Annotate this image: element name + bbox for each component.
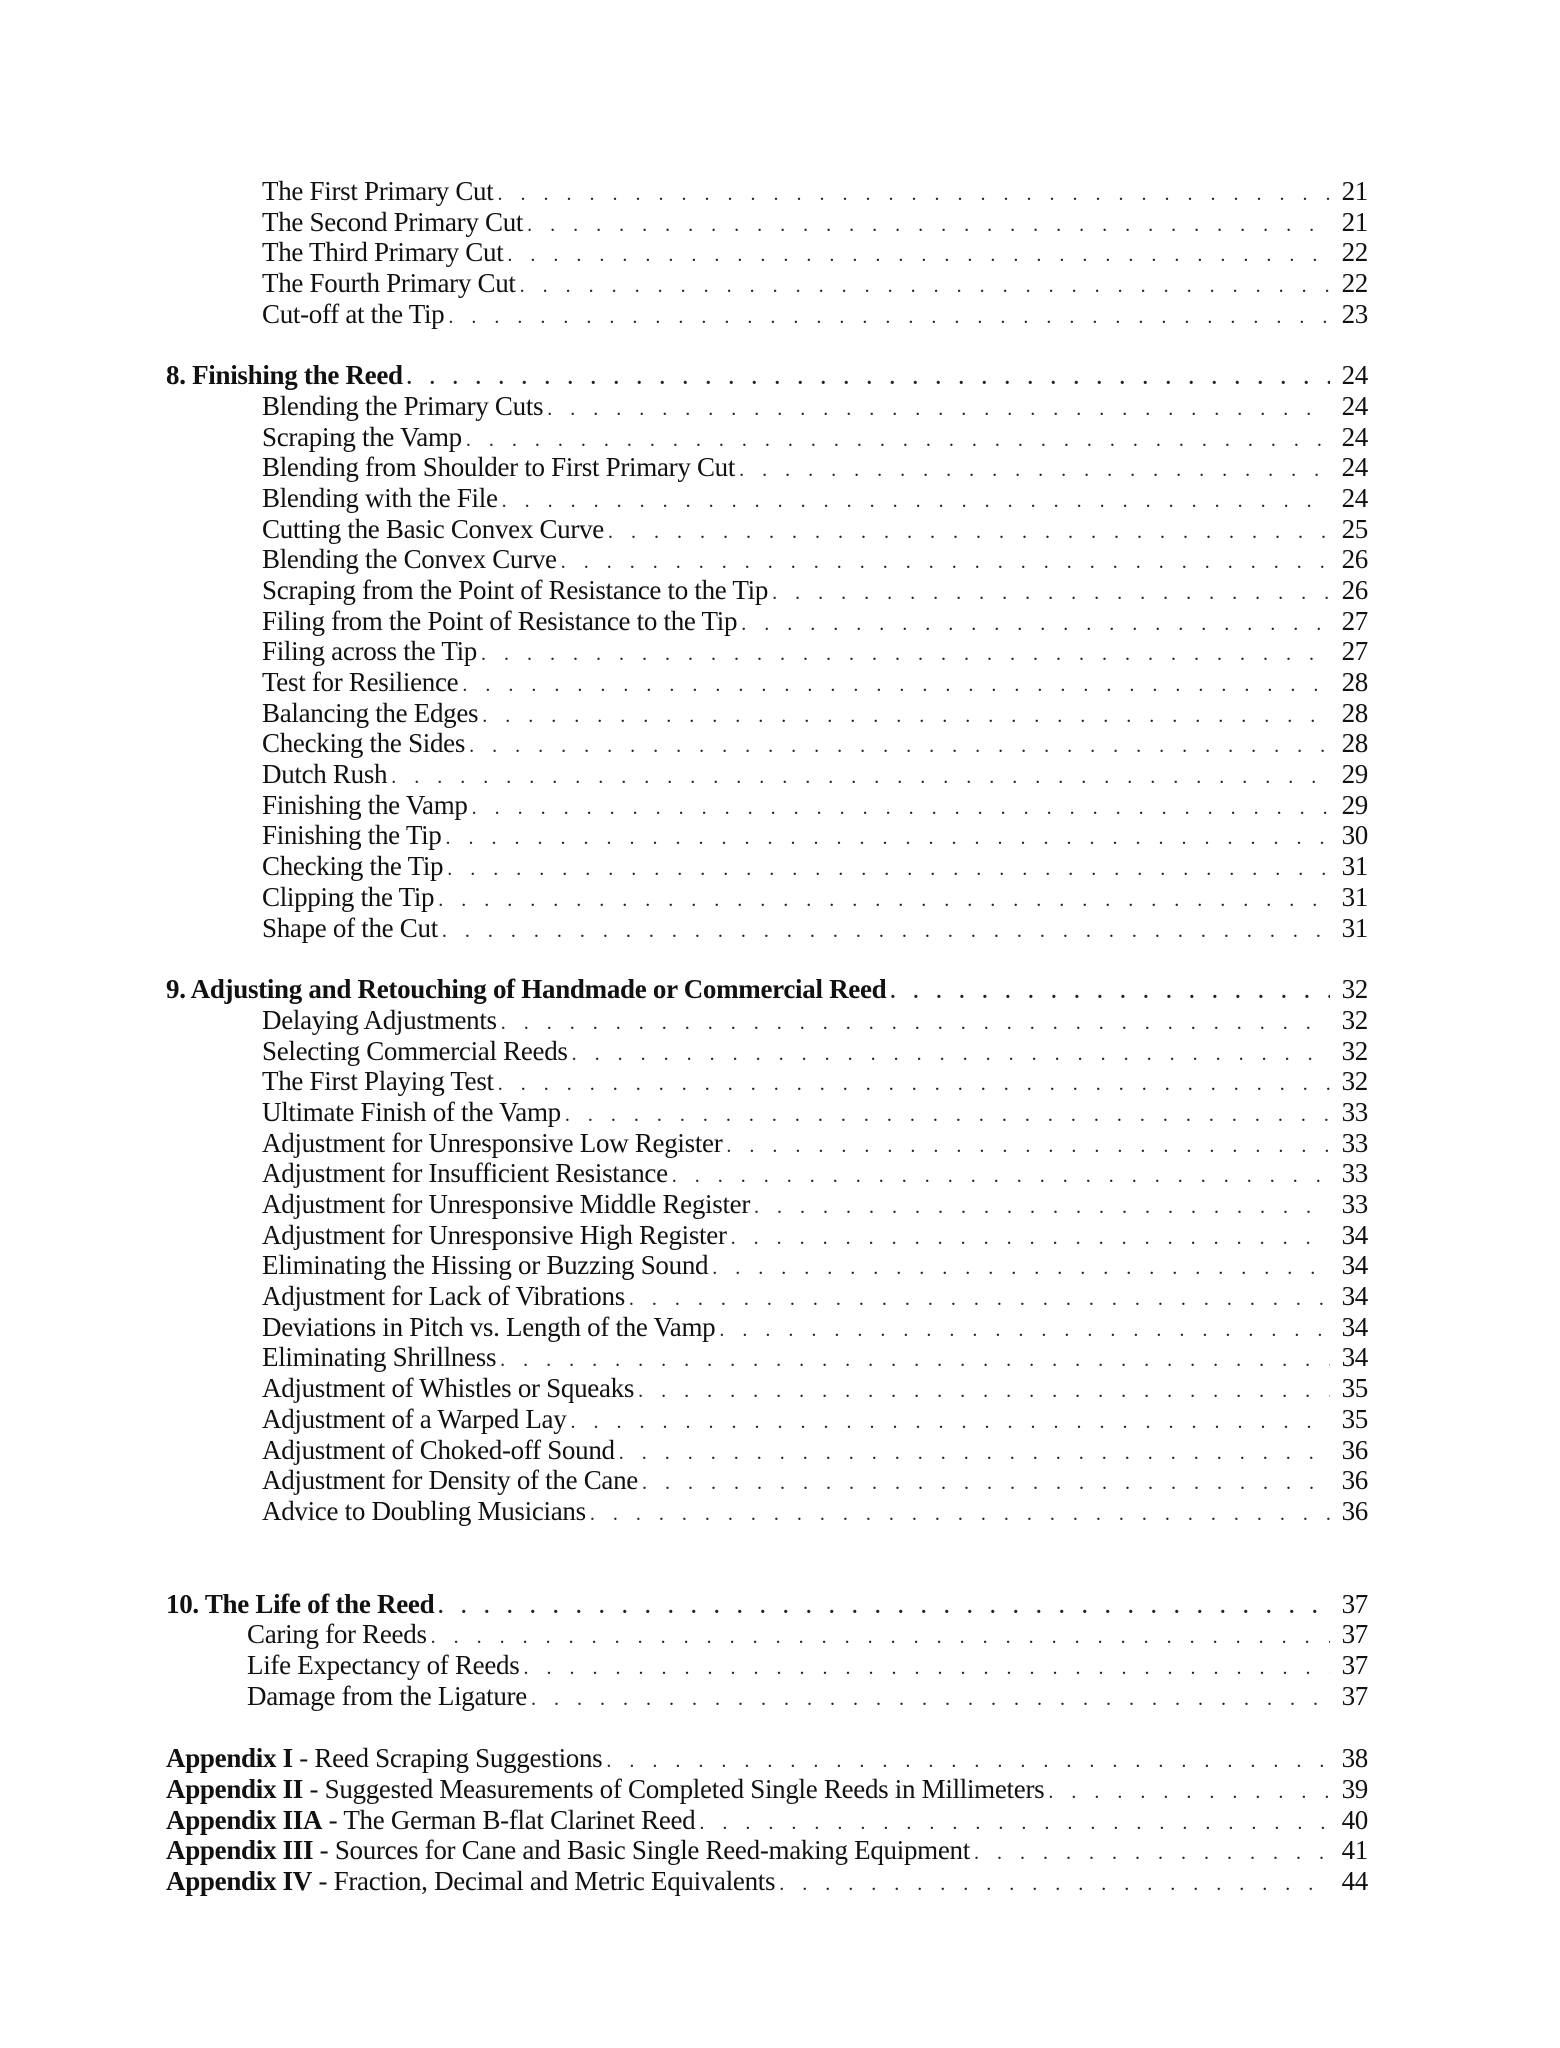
toc-entry-title: The First Primary Cut bbox=[262, 176, 494, 206]
toc-entry-title: Adjustment of Whistles or Squeaks bbox=[262, 1373, 635, 1404]
toc-entry[interactable] bbox=[166, 1158, 1368, 1189]
dot-leader bbox=[547, 394, 1330, 425]
toc-entry[interactable] bbox=[166, 759, 1368, 790]
toc-entry-title: Dutch Rush bbox=[262, 759, 388, 790]
toc-entry-title: Blending from Shoulder to First Primary Cut bbox=[262, 452, 736, 483]
toc-entry-page: 31 bbox=[1341, 912, 1368, 943]
toc-appendix-page: 39 bbox=[1341, 1774, 1368, 1804]
toc-entry-page: 34 bbox=[1341, 1342, 1368, 1373]
toc-entry-title: Shape of the Cut bbox=[262, 912, 438, 943]
toc-entry-page: 33 bbox=[1341, 1158, 1368, 1189]
dot-leader bbox=[672, 1161, 1330, 1192]
appendix-label: Appendix I bbox=[166, 1743, 293, 1774]
chapter-number: 10. bbox=[166, 1588, 199, 1619]
toc-appendix[interactable] bbox=[166, 1805, 1368, 1836]
dot-leader bbox=[565, 1100, 1330, 1131]
dot-leader bbox=[531, 1684, 1330, 1715]
toc-entry-page: 32 bbox=[1341, 1004, 1368, 1035]
toc-entry[interactable] bbox=[166, 1342, 1368, 1373]
dot-leader bbox=[501, 1008, 1330, 1039]
toc-entry-page: 28 bbox=[1341, 728, 1368, 759]
dot-leader bbox=[500, 1345, 1330, 1376]
toc-entry-page: 28 bbox=[1341, 667, 1368, 697]
toc-chapter-heading[interactable] bbox=[166, 974, 1368, 1005]
toc-entry-title: Damage from the Ligature bbox=[247, 1680, 527, 1711]
toc-appendix-page: 41 bbox=[1341, 1835, 1368, 1866]
toc-entry-page: 37 bbox=[1341, 1619, 1368, 1650]
toc-entry-page: 22 bbox=[1341, 237, 1368, 268]
appendix-label: Appendix IV bbox=[166, 1866, 313, 1897]
appendix-title: - Suggested Measurements of Completed Single Reeds in Millimeters bbox=[303, 1774, 1045, 1804]
toc-chapter-9 bbox=[166, 974, 1368, 1526]
dot-leader bbox=[779, 1869, 1330, 1900]
toc-entry-title: Advice to Doubling Musicians bbox=[262, 1495, 586, 1526]
toc-entry-page: 28 bbox=[1341, 697, 1368, 728]
appendix-title: - Fraction, Decimal and Metric Equivalents bbox=[312, 1866, 776, 1897]
toc-entry[interactable] bbox=[166, 1036, 1368, 1067]
dot-leader bbox=[772, 578, 1330, 609]
toc-entry-title: Adjustment for Unresponsive Low Register bbox=[262, 1127, 723, 1158]
toc-appendix-page: 38 bbox=[1341, 1743, 1368, 1774]
toc-entry-title: Test for Resilience bbox=[262, 667, 459, 697]
appendix-title: - The German B-flat Clarinet Reed bbox=[322, 1804, 696, 1835]
dot-leader bbox=[447, 854, 1330, 885]
dot-leader bbox=[619, 1438, 1330, 1469]
toc-entry[interactable] bbox=[166, 176, 1368, 207]
dot-leader bbox=[629, 1284, 1330, 1315]
chapter-title: Finishing the Reed bbox=[192, 360, 403, 391]
toc-entry[interactable] bbox=[166, 1619, 1368, 1650]
toc-entry-page: 30 bbox=[1341, 820, 1368, 851]
toc-entry[interactable] bbox=[166, 1312, 1368, 1343]
dot-leader bbox=[472, 793, 1330, 824]
toc-entry-page: 32 bbox=[1341, 1066, 1368, 1097]
chapter-number: 9. bbox=[166, 974, 186, 1005]
toc-entry[interactable] bbox=[166, 1281, 1368, 1312]
toc-entry-page: 31 bbox=[1341, 881, 1368, 912]
dot-leader bbox=[561, 547, 1330, 578]
toc-entry[interactable] bbox=[166, 1128, 1368, 1159]
toc-chapter-heading[interactable] bbox=[166, 360, 1368, 391]
dot-leader bbox=[520, 271, 1330, 302]
toc-entry[interactable] bbox=[166, 544, 1368, 575]
toc-entry-page: 22 bbox=[1341, 268, 1368, 299]
toc-entry-page: 27 bbox=[1341, 605, 1368, 636]
toc-chapter-title bbox=[166, 1589, 434, 1620]
toc-entry-title: Finishing the Tip bbox=[262, 820, 442, 851]
dot-leader bbox=[741, 609, 1330, 640]
toc-entry-title: Balancing the Edges bbox=[262, 697, 479, 728]
toc-entry-page: 35 bbox=[1341, 1373, 1368, 1404]
toc-appendix[interactable] bbox=[166, 1774, 1368, 1805]
toc-appendix-title bbox=[166, 1774, 1044, 1805]
toc-entry-title: The Third Primary Cut bbox=[262, 237, 504, 268]
dot-leader bbox=[466, 425, 1330, 456]
toc-entry[interactable] bbox=[166, 698, 1368, 729]
toc-entry-page: 37 bbox=[1341, 1649, 1368, 1680]
dot-leader bbox=[438, 1592, 1330, 1623]
dot-leader bbox=[638, 1376, 1330, 1407]
toc-entry[interactable] bbox=[166, 1250, 1368, 1281]
dot-leader bbox=[712, 1253, 1330, 1284]
toc-entry-page: 32 bbox=[1341, 1035, 1368, 1066]
toc-entry-title: Blending the Primary Cuts bbox=[262, 390, 544, 421]
dot-leader bbox=[590, 1499, 1330, 1530]
toc-entry-page: 24 bbox=[1341, 452, 1368, 483]
dot-leader bbox=[974, 1838, 1330, 1869]
toc-entry-page: 21 bbox=[1341, 206, 1368, 237]
toc-appendix[interactable] bbox=[166, 1866, 1368, 1897]
appendix-label: Appendix II bbox=[166, 1774, 304, 1804]
toc-entry[interactable] bbox=[166, 667, 1368, 698]
toc-entry-title: The Second Primary Cut bbox=[262, 206, 524, 237]
toc-entry-title: Blending the Convex Curve bbox=[262, 544, 557, 575]
toc-chapter-heading[interactable] bbox=[166, 1589, 1368, 1620]
dot-leader bbox=[890, 977, 1330, 1008]
toc-entry[interactable] bbox=[166, 268, 1368, 299]
toc-entry-title: Adjustment for Density of the Cane bbox=[262, 1465, 638, 1496]
toc-appendix-title bbox=[166, 1743, 602, 1774]
dot-leader bbox=[498, 1069, 1330, 1100]
toc-entry-title: Deviations in Pitch vs. Length of the Vamp bbox=[262, 1311, 716, 1342]
toc-entry[interactable] bbox=[166, 728, 1368, 759]
toc-chapter-title bbox=[166, 360, 403, 391]
toc-entry-page: 35 bbox=[1341, 1403, 1368, 1434]
toc-appendix-page: 44 bbox=[1341, 1866, 1368, 1897]
toc-chapter-10 bbox=[166, 1589, 1368, 1712]
toc-entry-title: Adjustment for Insufficient Resistance bbox=[262, 1158, 668, 1189]
dot-leader bbox=[754, 1192, 1330, 1223]
dot-leader bbox=[482, 701, 1330, 732]
toc-entry[interactable] bbox=[166, 1465, 1368, 1496]
toc-entry[interactable] bbox=[166, 391, 1368, 422]
chapter-number: 8. bbox=[166, 360, 186, 391]
dot-leader bbox=[407, 363, 1330, 394]
toc-entry-title: The First Playing Test bbox=[262, 1066, 494, 1097]
dot-leader bbox=[448, 302, 1330, 333]
toc-entry[interactable] bbox=[166, 483, 1368, 514]
toc-entry-page: 36 bbox=[1341, 1495, 1368, 1526]
chapter-title: Adjusting and Retouching of Handmade or Commercial Reed bbox=[190, 974, 887, 1005]
toc-entry-title: Scraping from the Point of Resistance to the Tip bbox=[262, 574, 769, 605]
toc-entry-title: Eliminating Shrillness bbox=[262, 1342, 497, 1373]
toc-entry[interactable] bbox=[166, 514, 1368, 545]
dot-leader bbox=[445, 823, 1330, 854]
dot-leader bbox=[731, 1223, 1330, 1254]
toc-chapter-title bbox=[166, 974, 886, 1005]
table-of-contents bbox=[166, 176, 1368, 1897]
toc-entry-title: Filing across the Tip bbox=[262, 636, 477, 667]
toc-entry-title: Selecting Commercial Reeds bbox=[262, 1035, 568, 1066]
toc-entry-page: 27 bbox=[1341, 636, 1368, 667]
dot-leader bbox=[438, 885, 1330, 916]
toc-continuation-group bbox=[166, 176, 1368, 329]
dot-leader bbox=[699, 1808, 1330, 1839]
toc-entry-page: 34 bbox=[1341, 1281, 1368, 1312]
toc-entry[interactable] bbox=[166, 1650, 1368, 1681]
toc-appendix-title bbox=[166, 1835, 970, 1866]
dot-leader bbox=[606, 1746, 1330, 1777]
toc-entry-page: 34 bbox=[1341, 1250, 1368, 1281]
toc-entry-page: 26 bbox=[1341, 574, 1368, 605]
toc-entry[interactable] bbox=[166, 299, 1368, 330]
appendix-title: - Reed Scraping Suggestions bbox=[292, 1743, 603, 1774]
toc-entry-title: The Fourth Primary Cut bbox=[262, 268, 516, 299]
dot-leader bbox=[481, 639, 1330, 670]
dot-leader bbox=[570, 1407, 1330, 1438]
toc-entry-title: Adjustment for Unresponsive High Register bbox=[262, 1219, 727, 1250]
toc-entry[interactable] bbox=[166, 1220, 1368, 1251]
toc-entry[interactable] bbox=[166, 1066, 1368, 1097]
toc-entry[interactable] bbox=[166, 237, 1368, 268]
toc-entry-page: 24 bbox=[1341, 421, 1368, 452]
toc-entry-title: Scraping the Vamp bbox=[262, 421, 462, 452]
toc-entry-page: 33 bbox=[1341, 1189, 1368, 1219]
toc-entry[interactable] bbox=[166, 606, 1368, 637]
toc-entry-title: Ultimate Finish of the Vamp bbox=[262, 1096, 561, 1127]
toc-entry-title: Eliminating the Hissing or Buzzing Sound bbox=[262, 1250, 709, 1281]
dot-leader bbox=[442, 916, 1330, 947]
toc-appendix[interactable] bbox=[166, 1835, 1368, 1866]
dot-leader bbox=[502, 486, 1330, 517]
toc-entry-page: 24 bbox=[1341, 482, 1368, 513]
toc-entry-title: Adjustment for Lack of Vibrations bbox=[262, 1281, 625, 1312]
toc-entry[interactable] bbox=[166, 1373, 1368, 1404]
toc-entry-page: 33 bbox=[1341, 1096, 1368, 1127]
toc-entry[interactable] bbox=[166, 1097, 1368, 1128]
toc-entry-page: 31 bbox=[1341, 851, 1368, 882]
toc-entry-title: Blending with the File bbox=[262, 482, 498, 513]
dot-leader bbox=[726, 1131, 1330, 1162]
toc-entry-page: 34 bbox=[1341, 1311, 1368, 1342]
dot-leader bbox=[608, 517, 1330, 548]
toc-entry[interactable] bbox=[166, 913, 1368, 944]
toc-entry-page: 25 bbox=[1341, 513, 1368, 544]
toc-entry-page: 24 bbox=[1341, 390, 1368, 421]
toc-entry-page: 33 bbox=[1341, 1127, 1368, 1158]
toc-entry-title: Filing from the Point of Resistance to the Tip bbox=[262, 605, 738, 636]
toc-appendices bbox=[166, 1743, 1368, 1896]
toc-entry[interactable] bbox=[166, 1496, 1368, 1527]
toc-entry-page: 29 bbox=[1341, 789, 1368, 820]
toc-entry-title: Caring for Reeds bbox=[247, 1619, 427, 1650]
toc-entry[interactable] bbox=[166, 207, 1368, 238]
toc-appendix-title bbox=[166, 1866, 775, 1897]
toc-entry-page: 23 bbox=[1341, 298, 1368, 329]
toc-entry-title: Adjustment of a Warped Lay bbox=[262, 1403, 567, 1434]
dot-leader bbox=[497, 179, 1330, 210]
toc-entry[interactable] bbox=[166, 636, 1368, 667]
toc-appendix[interactable] bbox=[166, 1743, 1368, 1774]
toc-entry-title: Checking the Sides bbox=[262, 728, 466, 759]
toc-entry[interactable] bbox=[166, 452, 1368, 483]
toc-entry[interactable] bbox=[166, 790, 1368, 821]
toc-entry-page: 36 bbox=[1341, 1434, 1368, 1465]
toc-entry-page: 37 bbox=[1341, 1680, 1368, 1711]
toc-entry-title: Cut-off at the Tip bbox=[262, 298, 445, 329]
toc-entry[interactable] bbox=[166, 1681, 1368, 1712]
toc-chapter-page: 32 bbox=[1341, 974, 1368, 1005]
toc-entry[interactable] bbox=[166, 820, 1368, 851]
toc-entry-page: 34 bbox=[1341, 1219, 1368, 1250]
toc-entry-page: 21 bbox=[1341, 176, 1368, 206]
dot-leader bbox=[431, 1622, 1330, 1653]
toc-entry-title: Delaying Adjustments bbox=[262, 1004, 497, 1035]
dot-leader bbox=[462, 670, 1330, 701]
toc-entry[interactable] bbox=[166, 1005, 1368, 1036]
chapter-title: The Life of the Reed bbox=[204, 1588, 435, 1619]
dot-leader bbox=[527, 210, 1330, 241]
toc-entry-title: Finishing the Vamp bbox=[262, 789, 468, 820]
toc-entry-page: 36 bbox=[1341, 1465, 1368, 1496]
toc-chapter-8 bbox=[166, 360, 1368, 943]
dot-leader bbox=[572, 1039, 1330, 1070]
appendix-label: Appendix III bbox=[166, 1835, 314, 1866]
toc-entry[interactable] bbox=[166, 1189, 1368, 1220]
toc-entry-title: Clipping the Tip bbox=[262, 881, 435, 912]
toc-entry[interactable] bbox=[166, 851, 1368, 882]
dot-leader bbox=[1048, 1777, 1330, 1808]
toc-entry[interactable] bbox=[166, 422, 1368, 453]
toc-chapter-page: 37 bbox=[1341, 1588, 1368, 1619]
toc-appendix-title bbox=[166, 1805, 695, 1836]
dot-leader bbox=[642, 1468, 1330, 1499]
toc-entry[interactable] bbox=[166, 1435, 1368, 1466]
dot-leader bbox=[469, 731, 1330, 762]
toc-entry-title: Life Expectancy of Reeds bbox=[247, 1649, 520, 1680]
toc-appendix-page: 40 bbox=[1341, 1804, 1368, 1835]
toc-chapter-page: 24 bbox=[1341, 360, 1368, 391]
toc-entry[interactable] bbox=[166, 882, 1368, 913]
toc-entry[interactable] bbox=[166, 575, 1368, 606]
dot-leader bbox=[523, 1653, 1330, 1684]
toc-entry-title: Checking the Tip bbox=[262, 851, 444, 882]
toc-entry-title: Cutting the Basic Convex Curve bbox=[262, 513, 604, 544]
dot-leader bbox=[507, 240, 1330, 271]
dot-leader bbox=[739, 455, 1330, 486]
toc-entry-title: Adjustment for Unresponsive Middle Register bbox=[262, 1189, 751, 1219]
toc-entry-page: 29 bbox=[1341, 759, 1368, 790]
toc-entry-page: 26 bbox=[1341, 544, 1368, 575]
toc-entry-title: Adjustment of Choked-off Sound bbox=[262, 1434, 615, 1465]
appendix-label: Appendix IIA bbox=[166, 1804, 323, 1835]
dot-leader bbox=[391, 762, 1330, 793]
dot-leader bbox=[719, 1315, 1330, 1346]
appendix-title: - Sources for Cane and Basic Single Reed-making Equipment bbox=[313, 1835, 970, 1866]
toc-entry[interactable] bbox=[166, 1404, 1368, 1435]
